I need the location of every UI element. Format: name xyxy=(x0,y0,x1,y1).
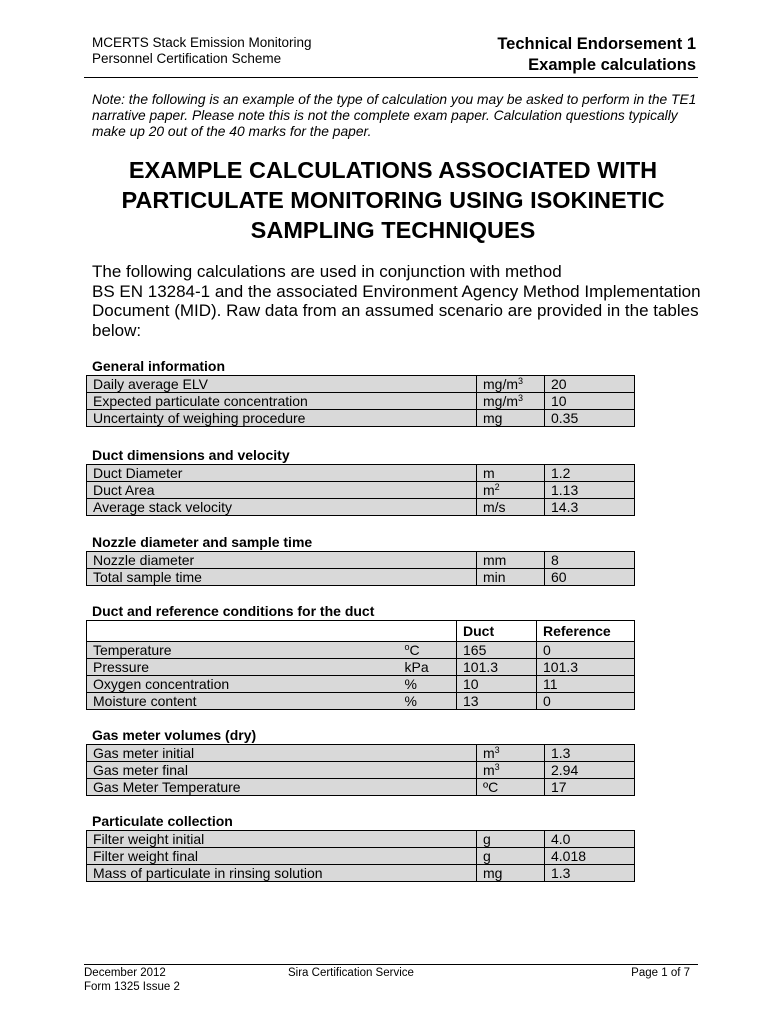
table-row xyxy=(87,482,635,499)
header-blank xyxy=(399,621,457,642)
intro-paragraph xyxy=(92,262,704,340)
row-unit: $^o$C xyxy=(399,642,457,659)
footer-date: December 2012 xyxy=(84,967,166,979)
row-reference-value: 11 xyxy=(537,676,635,693)
row-label: Mass of particulate in rinsing solution xyxy=(87,865,477,882)
table-row xyxy=(87,410,635,427)
row-unit: min xyxy=(477,569,545,586)
conditions-section xyxy=(86,603,634,710)
row-label: Expected particulate concentration xyxy=(87,393,477,410)
table-row xyxy=(87,659,635,676)
scheme-line-2: Personnel Certification Scheme xyxy=(92,51,282,66)
section-title: Particulate collection xyxy=(92,813,233,829)
row-unit: $m^2$ xyxy=(477,482,545,499)
table-row xyxy=(87,745,635,762)
footer-service: Sira Certification Service xyxy=(288,967,414,979)
row-reference-value: 101.3 xyxy=(537,659,635,676)
table-row xyxy=(87,376,635,393)
row-unit: mg xyxy=(477,865,545,882)
document-title: Technical Endorsement 1 xyxy=(497,35,696,53)
footer-left xyxy=(84,966,180,994)
section-title: Nozzle diameter and sample time xyxy=(92,534,313,550)
row-unit: kPa xyxy=(399,659,457,676)
row-unit: $mg/m^3$ xyxy=(477,393,545,410)
row-value: 1.2 xyxy=(545,465,635,482)
table-header-row xyxy=(87,621,635,642)
general-information-table xyxy=(86,375,635,427)
particulate-table xyxy=(86,830,635,882)
row-reference-value: 0 xyxy=(537,693,635,710)
gas-meter-table xyxy=(86,744,635,796)
row-unit: % xyxy=(399,676,457,693)
row-value: 1.13 xyxy=(545,482,635,499)
row-unit: g xyxy=(477,848,545,865)
row-duct-value: 101.3 xyxy=(457,659,537,676)
row-label: Nozzle diameter xyxy=(87,552,477,569)
row-label: Duct Diameter xyxy=(87,465,477,482)
row-unit: $mg/m^3$ xyxy=(477,376,545,393)
row-unit: mg xyxy=(477,410,545,427)
row-unit: $m^3$ xyxy=(477,762,545,779)
row-value: 14.3 xyxy=(545,499,635,516)
row-reference-value: 0 xyxy=(537,642,635,659)
row-value: 1.3 xyxy=(545,865,635,882)
table-row xyxy=(87,642,635,659)
table-row xyxy=(87,393,635,410)
table-row xyxy=(87,779,635,796)
row-value: 1.3 xyxy=(545,745,635,762)
row-value: 20 xyxy=(545,376,635,393)
general-information-section xyxy=(86,358,634,427)
row-value: 2.94 xyxy=(545,762,635,779)
row-unit: ºC xyxy=(477,779,545,796)
row-value: 4.018 xyxy=(545,848,635,865)
page-title: EXAMPLE CALCULATIONS ASSOCIATED WITH PARTICULATE MONITORING USING ISOKINETIC SAMPLING TECHNIQUES xyxy=(121,157,665,243)
row-value: 4.0 xyxy=(545,831,635,848)
row-value: 0.35 xyxy=(545,410,635,427)
table-row xyxy=(87,831,635,848)
scheme-name xyxy=(92,35,312,67)
table-row xyxy=(87,499,635,516)
row-unit: m/s xyxy=(477,499,545,516)
scheme-line-1: MCERTS Stack Emission Monitoring xyxy=(92,35,312,50)
row-value: 8 xyxy=(545,552,635,569)
table-row xyxy=(87,552,635,569)
row-duct-value: 10 xyxy=(457,676,537,693)
table-row xyxy=(87,848,635,865)
section-title: Duct and reference conditions for the duct xyxy=(92,603,375,619)
gas-meter-section xyxy=(86,727,634,796)
nozzle-section xyxy=(86,534,634,586)
page-number: Page 1 of 7 xyxy=(631,967,690,979)
table-row xyxy=(87,693,635,710)
row-unit: % xyxy=(399,693,457,710)
particulate-section xyxy=(86,813,634,882)
table-row xyxy=(87,865,635,882)
footer-divider xyxy=(84,964,698,965)
section-title: Gas meter volumes (dry) xyxy=(92,727,257,743)
row-label: Oxygen concentration xyxy=(87,676,399,693)
row-label: Temperature xyxy=(87,642,399,659)
duct-dimensions-section xyxy=(86,447,634,516)
column-header-duct: Duct xyxy=(457,621,537,642)
table-row xyxy=(87,465,635,482)
table-row xyxy=(87,762,635,779)
row-label: Gas meter final xyxy=(87,762,477,779)
row-unit: $m^3$ xyxy=(477,745,545,762)
intro-line-2: BS EN 13284-1 and the associated Environment Agency Method Implementation Document (MID). Raw data from an assumed scenario are provided in the tables below: xyxy=(92,281,701,340)
column-header-reference: Reference xyxy=(537,621,635,642)
conditions-table xyxy=(86,620,635,710)
duct-dimensions-table xyxy=(86,464,635,516)
row-value: 17 xyxy=(545,779,635,796)
row-label: Gas Meter Temperature xyxy=(87,779,477,796)
row-unit: m xyxy=(477,465,545,482)
row-label: Total sample time xyxy=(87,569,477,586)
row-duct-value: 165 xyxy=(457,642,537,659)
row-label: Moisture content xyxy=(87,693,399,710)
nozzle-table xyxy=(86,551,635,586)
section-title: General information xyxy=(92,358,226,374)
row-duct-value: 13 xyxy=(457,693,537,710)
row-label: Duct Area xyxy=(87,482,477,499)
footer-form: Form 1325 Issue 2 xyxy=(84,981,180,993)
row-label: Average stack velocity xyxy=(87,499,477,516)
row-value: 10 xyxy=(545,393,635,410)
row-unit: g xyxy=(477,831,545,848)
row-label: Daily average ELV xyxy=(87,376,477,393)
row-label: Gas meter initial xyxy=(87,745,477,762)
table-row xyxy=(87,676,635,693)
row-label: Uncertainty of weighing procedure xyxy=(87,410,477,427)
exam-note: Note: the following is an example of the type of calculation you may be asked to perform in the TE1 narrative paper. Please note this is not the complete exam paper. Calculation questions typically make up 20 out of the 40 marks for the paper. xyxy=(92,92,697,139)
row-label: Filter weight initial xyxy=(87,831,477,848)
document-subtitle: Example calculations xyxy=(528,56,696,74)
table-row xyxy=(87,569,635,586)
row-label: Pressure xyxy=(87,659,399,676)
document-title-block xyxy=(497,34,696,76)
section-title: Duct dimensions and velocity xyxy=(92,447,290,463)
header-divider xyxy=(84,77,698,78)
row-label: Filter weight final xyxy=(87,848,477,865)
intro-line-1: The following calculations are used in conjunction with method xyxy=(92,262,562,281)
header-blank xyxy=(87,621,399,642)
row-unit: mm xyxy=(477,552,545,569)
row-value: 60 xyxy=(545,569,635,586)
